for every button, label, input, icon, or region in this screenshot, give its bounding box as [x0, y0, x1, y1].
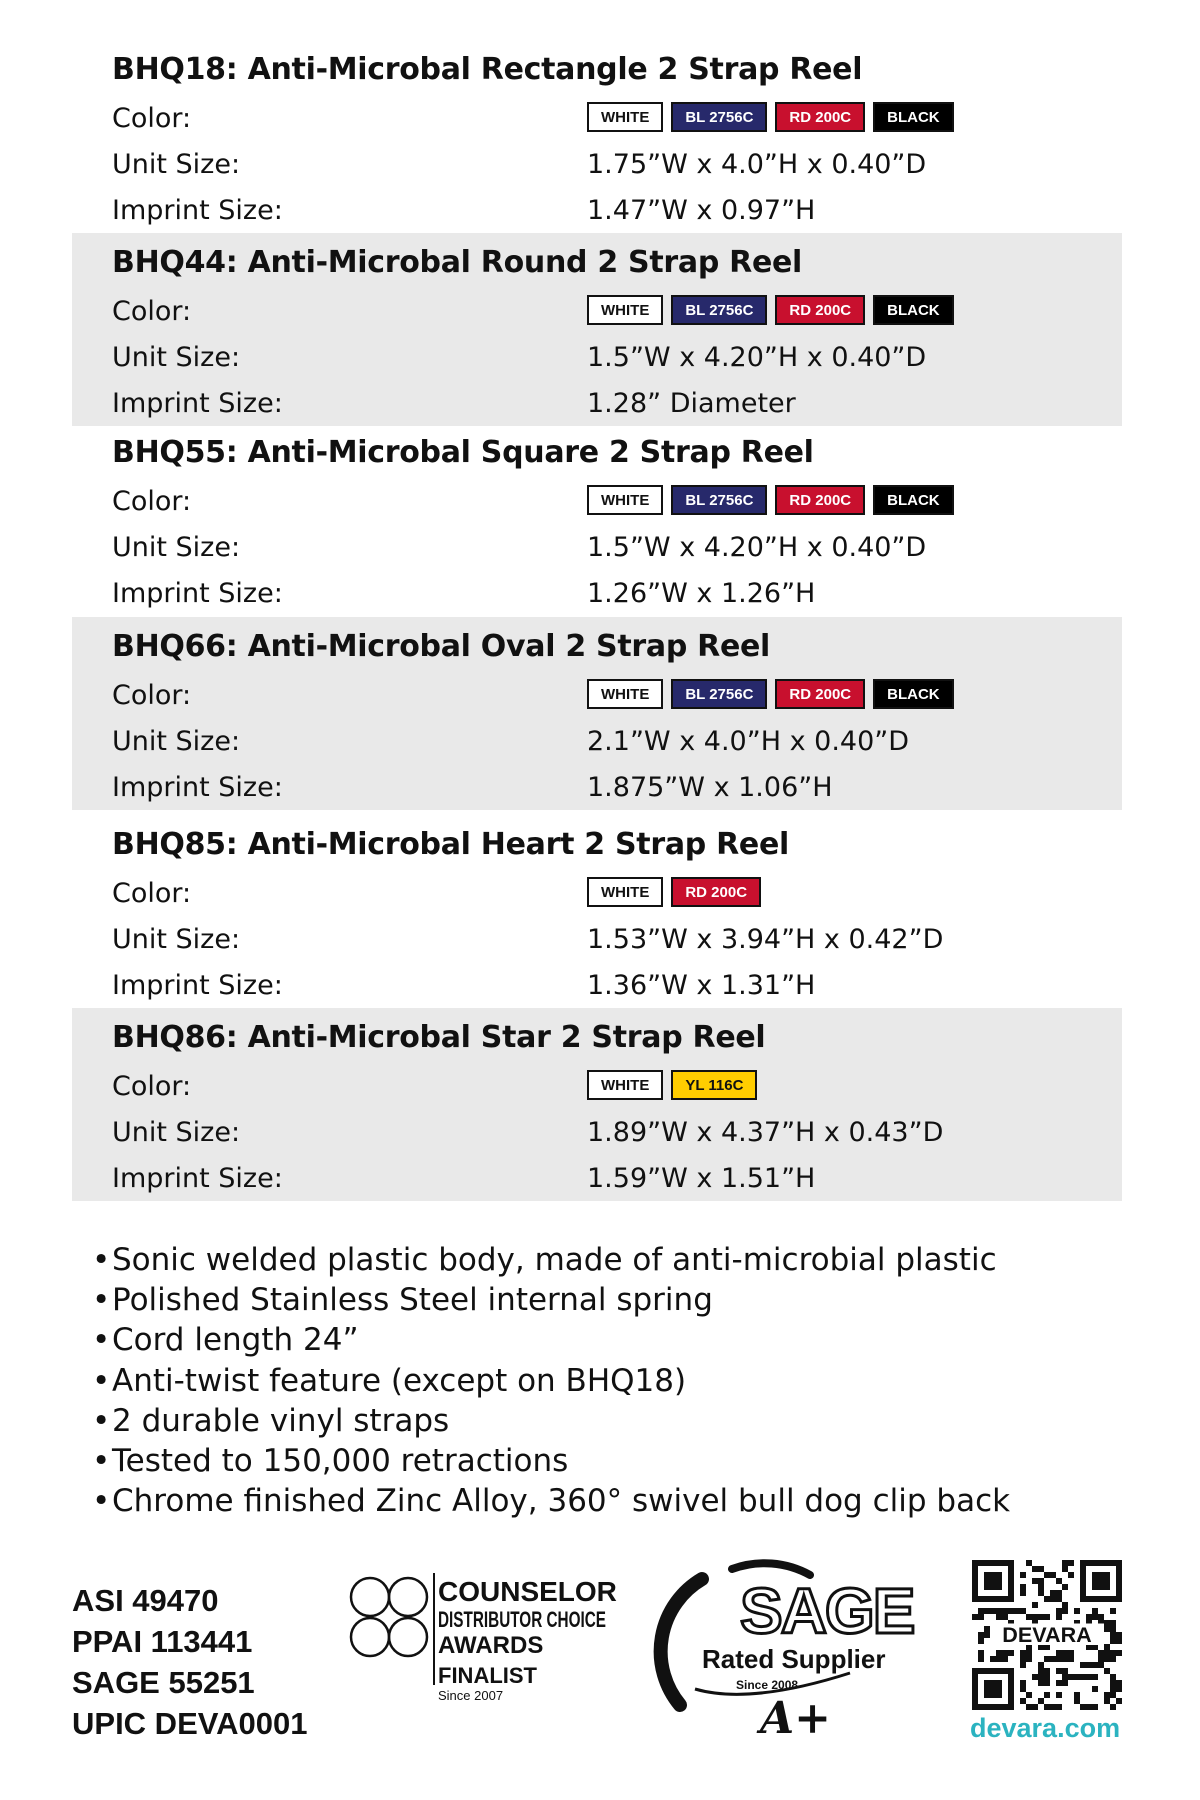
color-swatch: RD 200C: [775, 295, 865, 325]
product-title: BHQ18: Anti-Microbal Rectangle 2 Strap Reel: [112, 52, 863, 87]
feature-item: •Tested to 150,000 retractions: [92, 1443, 569, 1480]
color-swatches: [587, 102, 954, 132]
spec-label: Color:: [112, 878, 192, 909]
spec-label: Imprint Size:: [112, 970, 283, 1001]
feature-item: •Polished Stainless Steel internal spring: [92, 1282, 713, 1319]
product-title: BHQ55: Anti-Microbal Square 2 Strap Reel: [112, 435, 814, 470]
color-swatch: WHITE: [587, 485, 663, 515]
color-swatches: [587, 877, 761, 907]
spec-row-unit: [112, 726, 1092, 766]
spec-label: Unit Size:: [112, 342, 241, 373]
spec-label: Unit Size:: [112, 532, 241, 563]
color-swatch: WHITE: [587, 679, 663, 709]
feature-item: •Cord length 24”: [92, 1322, 359, 1359]
product-title: BHQ66: Anti-Microbal Oval 2 Strap Reel: [112, 629, 771, 664]
product-title: BHQ85: Anti-Microbal Heart 2 Strap Reel: [112, 827, 789, 862]
imprint-size-value: 1.47”W x 0.97”H: [587, 195, 816, 226]
ccda-line-1: COUNSELOR: [438, 1576, 617, 1607]
ccda-line-4: FINALIST: [438, 1663, 537, 1688]
sage-number: SAGE 55251: [72, 1665, 255, 1700]
unit-size-value: 1.5”W x 4.20”H x 0.40”D: [587, 532, 927, 563]
unit-size-value: 1.75”W x 4.0”H x 0.40”D: [587, 149, 927, 180]
color-swatches: [587, 485, 954, 515]
unit-size-value: 2.1”W x 4.0”H x 0.40”D: [587, 726, 910, 757]
qr-code[interactable]: [972, 1560, 1122, 1710]
spec-label: Color:: [112, 1071, 192, 1102]
sage-wordmark: SAGE: [740, 1575, 914, 1647]
spec-label: Color:: [112, 680, 192, 711]
color-swatch: WHITE: [587, 295, 663, 325]
color-swatch: YL 116C: [671, 1070, 757, 1100]
feature-list: [92, 1240, 1010, 1521]
color-swatch: BLACK: [873, 102, 954, 132]
sage-since: Since 2008: [736, 1678, 799, 1692]
color-swatch: BL 2756C: [671, 679, 767, 709]
spec-row-color: [112, 296, 1092, 336]
imprint-size-value: 1.59”W x 1.51”H: [587, 1163, 816, 1194]
spec-row-color: [112, 486, 1092, 526]
spec-row-unit: [112, 1117, 1092, 1157]
ccda-line-3: AWARDS: [438, 1632, 544, 1659]
upic-number: UPIC DEVA0001: [72, 1706, 308, 1741]
product-title: BHQ44: Anti-Microbal Round 2 Strap Reel: [112, 245, 803, 280]
color-swatch: RD 200C: [671, 877, 761, 907]
spec-row-imprint: [112, 388, 1092, 428]
spec-row-imprint: [112, 1163, 1092, 1203]
spec-row-color: [112, 878, 1092, 918]
product-block: [72, 40, 1122, 233]
spec-label: Imprint Size:: [112, 578, 283, 609]
product-title: BHQ86: Anti-Microbal Star 2 Strap Reel: [112, 1020, 766, 1055]
spec-row-unit: [112, 532, 1092, 572]
color-swatch: RD 200C: [775, 485, 865, 515]
spec-label: Color:: [112, 296, 192, 327]
spec-row-imprint: [112, 772, 1092, 812]
ccda-line-2: DISTRIBUTOR CHOICE: [438, 1607, 606, 1632]
sage-rated-text: Rated Supplier: [702, 1644, 886, 1674]
feature-item: •Sonic welded plastic body, made of anti-microbial plastic: [92, 1242, 997, 1278]
spec-label: Color:: [112, 103, 192, 134]
color-swatches: [587, 295, 954, 325]
supplier-ids: [72, 1580, 307, 1744]
product-block: [72, 1008, 1122, 1201]
color-swatch: WHITE: [587, 1070, 663, 1100]
imprint-size-value: 1.36”W x 1.31”H: [587, 970, 816, 1001]
spec-row-color: [112, 680, 1092, 720]
website-link[interactable]: devara.com: [970, 1713, 1121, 1743]
color-swatch: RD 200C: [775, 679, 865, 709]
product-block: [72, 233, 1122, 426]
spec-row-unit: [112, 924, 1092, 964]
counselor-awards-logo: [350, 1565, 617, 1715]
color-swatch: BLACK: [873, 295, 954, 325]
feature-item: •Chrome finished Zinc Alloy, 360° swivel bull dog clip back: [92, 1483, 1011, 1520]
product-block: [72, 617, 1122, 810]
color-swatch: RD 200C: [775, 102, 865, 132]
color-swatch: BL 2756C: [671, 102, 767, 132]
color-swatch: WHITE: [587, 102, 663, 132]
spec-label: Imprint Size:: [112, 388, 283, 419]
asi-number: ASI 49470: [72, 1583, 219, 1618]
product-block: [72, 815, 1122, 1008]
feature-item: •2 durable vinyl straps: [92, 1402, 450, 1439]
imprint-size-value: 1.26”W x 1.26”H: [587, 578, 816, 609]
spec-label: Unit Size:: [112, 1117, 241, 1148]
spec-label: Unit Size:: [112, 726, 241, 757]
sage-grade: A+: [760, 1693, 832, 1744]
spec-row-imprint: [112, 195, 1092, 235]
unit-size-value: 1.53”W x 3.94”H x 0.42”D: [587, 924, 944, 955]
imprint-size-value: 1.875”W x 1.06”H: [587, 772, 833, 803]
spec-label: Imprint Size:: [112, 195, 283, 226]
product-block: [72, 423, 1122, 616]
feature-item: •Anti-twist feature (except on BHQ18): [92, 1362, 687, 1399]
color-swatch: BL 2756C: [671, 295, 767, 325]
spec-row-imprint: [112, 970, 1092, 1010]
sage-rated-supplier-logo: [640, 1555, 914, 1744]
ccda-since: Since 2007: [438, 1688, 504, 1703]
spec-label: Color:: [112, 486, 192, 517]
color-swatch: BLACK: [873, 485, 954, 515]
spec-row-unit: [112, 342, 1092, 382]
ppai-number: PPAI 113441: [72, 1624, 253, 1659]
color-swatch: BLACK: [873, 679, 954, 709]
spec-row-color: [112, 103, 1092, 143]
spec-label: Unit Size:: [112, 149, 241, 180]
spec-row-unit: [112, 149, 1092, 189]
spec-row-imprint: [112, 578, 1092, 618]
color-swatch: WHITE: [587, 877, 663, 907]
spec-label: Imprint Size:: [112, 772, 283, 803]
spec-label: Unit Size:: [112, 924, 241, 955]
unit-size-value: 1.5”W x 4.20”H x 0.40”D: [587, 342, 927, 373]
color-swatches: [587, 679, 954, 709]
qr-label: DEVARA: [1002, 1622, 1092, 1648]
color-swatches: [587, 1070, 757, 1100]
spec-label: Imprint Size:: [112, 1163, 283, 1194]
unit-size-value: 1.89”W x 4.37”H x 0.43”D: [587, 1117, 944, 1148]
imprint-size-value: 1.28” Diameter: [587, 388, 796, 419]
spec-row-color: [112, 1071, 1092, 1111]
color-swatch: BL 2756C: [671, 485, 767, 515]
